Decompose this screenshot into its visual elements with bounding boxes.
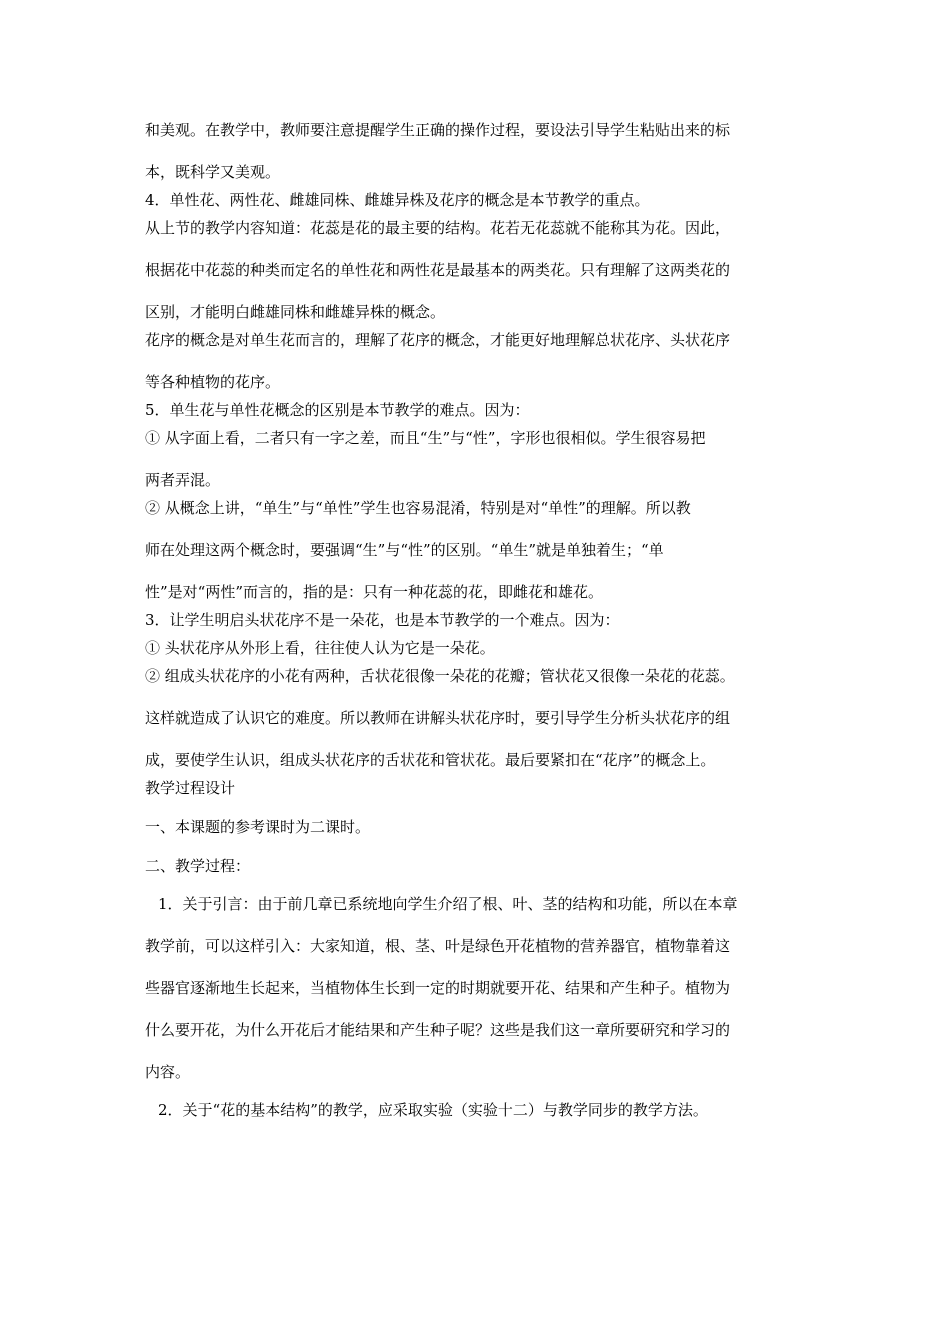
text-line: 内容。 [145, 1063, 191, 1081]
text-line: 性”是对“两性”而言的，指的是：只有一种花蕊的花，即雌花和雄花。 [145, 583, 604, 601]
text-line: 本，既科学又美观。 [145, 163, 281, 181]
text-line: 从上节的教学内容知道：花蕊是花的最主要的结构。花若无花蕊就不能称其为花。因此， [145, 219, 731, 237]
text-line: ① 从字面上看，二者只有一字之差，而且“生”与“性”，字形也很相似。学生很容易把 [145, 429, 706, 447]
text-line: 等各种植物的花序。 [145, 373, 281, 391]
text-line: 一、本课题的参考课时为二课时。 [145, 818, 371, 836]
text-line: 什么要开花，为什么开花后才能结果和产生种子呢？这些是我们这一章所要研究和学习的 [145, 1021, 731, 1039]
text-line: ② 组成头状花序的小花有两种，舌状花很像一朵花的花瓣；管状花又很像一朵花的花蕊。 [145, 667, 735, 685]
text-line: 教学前，可以这样引入：大家知道，根、茎、叶是绿色开花植物的营养器官，植物靠着这 [145, 937, 731, 955]
text-line: 5．单生花与单性花概念的区别是本节教学的难点。因为： [145, 401, 530, 419]
document-body [145, 121, 810, 1120]
text-line: 花序的概念是对单生花而言的，理解了花序的概念，才能更好地理解总状花序、头状花序 [145, 331, 731, 349]
text-line: 成，要使学生认识，组成头状花序的舌状花和管状花。最后要紧扣在“花序”的概念上。 [145, 751, 716, 769]
text-line: 两者弄混。 [145, 471, 221, 489]
text-line: 3．让学生明启头状花序不是一朵花，也是本节教学的一个难点。因为： [145, 611, 620, 629]
text-line: 二、教学过程： [145, 857, 251, 875]
text-line: ② 从概念上讲，“单生”与“单性”学生也容易混淆，特别是对“单性”的理解。所以教 [145, 499, 691, 517]
text-line: 师在处理这两个概念时，要强调“生”与“性”的区别。“单生”就是单独着生；“单 [145, 541, 664, 559]
text-line: 这样就造成了认识它的难度。所以教师在讲解头状花序时，要引导学生分析头状花序的组 [145, 709, 731, 727]
text-line: 和美观。在教学中，教师要注意提醒学生正确的操作过程，要设法引导学生粘贴出来的标 [145, 121, 731, 139]
text-line: 根据花中花蕊的种类而定名的单性花和两性花是最基本的两类花。只有理解了这两类花的 [145, 261, 731, 279]
text-line: 1．关于引言：由于前几章已系统地向学生介绍了根、叶、茎的结构和功能，所以在本章 [158, 895, 738, 913]
text-line: 些器官逐渐地生长起来，当植物体生长到一定的时期就要开花、结果和产生种子。植物为 [145, 979, 731, 997]
text-line: 2．关于“花的基本结构”的教学，应采取实验（实验十二）与教学同步的教学方法。 [158, 1101, 708, 1119]
text-line: ① 头状花序从外形上看，往往使人认为它是一朵花。 [145, 639, 495, 657]
text-line: 4．单性花、两性花、雌雄同株、雌雄异株及花序的概念是本节教学的重点。 [145, 191, 650, 209]
text-line: 区别，才能明白雌雄同株和雌雄异株的概念。 [145, 303, 446, 321]
text-line: 教学过程设计 [145, 779, 236, 797]
